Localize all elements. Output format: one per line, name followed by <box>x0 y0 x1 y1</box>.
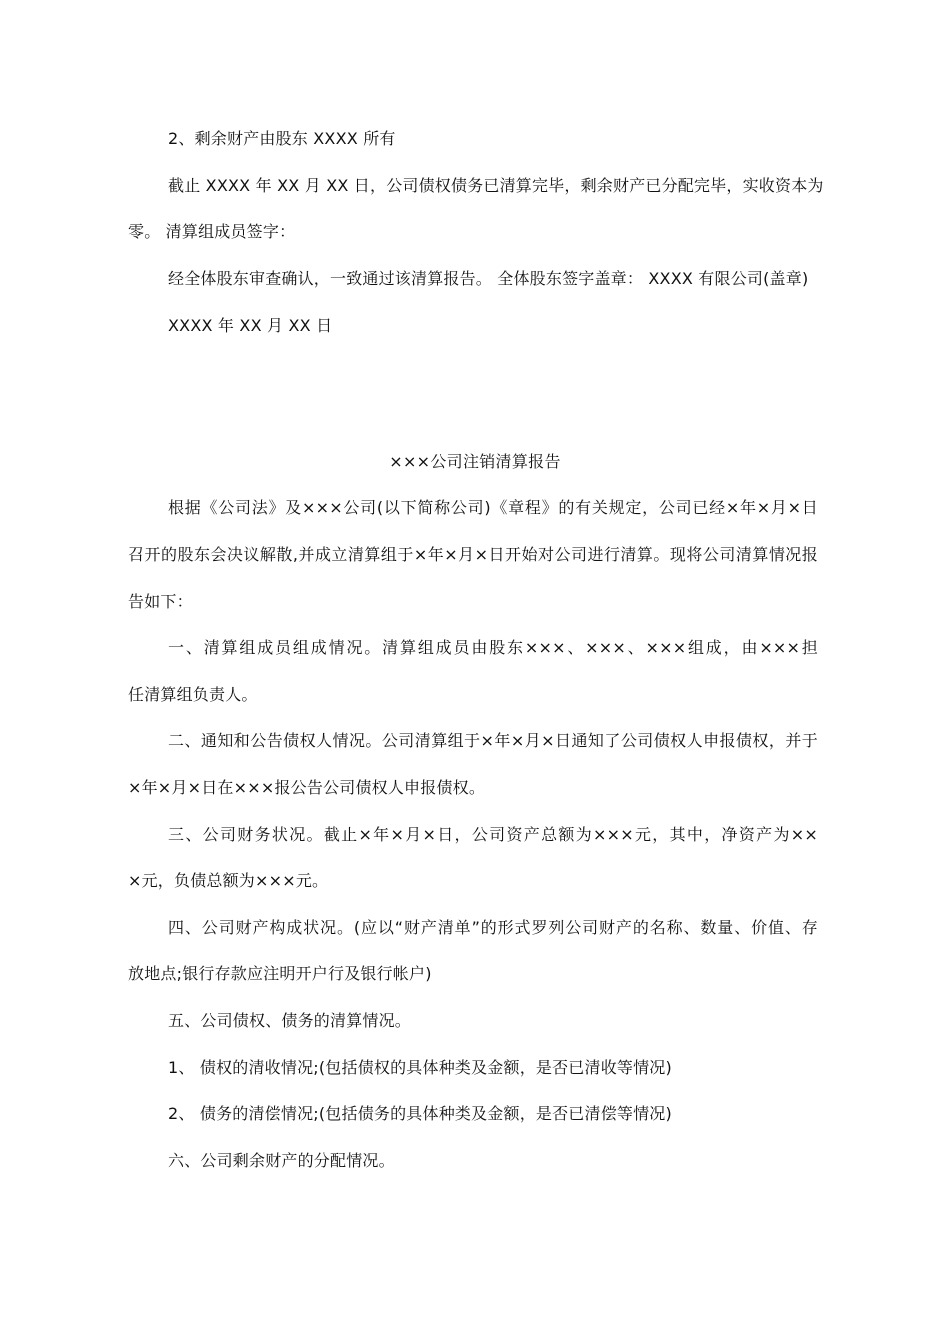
paragraph-shareholder-approval: 经全体股东审查确认，一致通过该清算报告。 全体股东签字盖章： XXXX 有限公司(盖章) <box>168 269 809 288</box>
paragraph-intro-cont: 召开的股东会决议解散,并成立清算组于×年×月×日开始对公司进行清算。现将公司清算情况报 <box>128 545 818 564</box>
section-debt-settlement: 五、公司债权、债务的清算情况。 <box>168 1011 412 1030</box>
section-asset-composition: 四、公司财产构成状况。(应以“财产清单”的形式罗列公司财产的名称、数量、价值、存 <box>168 918 818 937</box>
section-liquidation-team-cont: 任清算组负责人。 <box>128 685 258 704</box>
section-financial-status-cont: ×元，负债总额为×××元。 <box>128 871 329 890</box>
signature-date: XXXX 年 XX 月 XX 日 <box>168 316 333 335</box>
section-asset-distribution: 六、公司剩余财产的分配情况。 <box>168 1151 395 1170</box>
paragraph-intro: 根据《公司法》及×××公司(以下简称公司)《章程》的有关规定，公司已经×年×月×日 <box>168 498 818 517</box>
item-debt-repayment: 2、 债务的清偿情况;(包括债务的具体种类及金额，是否已清偿等情况) <box>168 1104 672 1123</box>
section-creditor-notice-cont: ×年×月×日在×××报公告公司债权人申报债权。 <box>128 778 486 797</box>
item-claims-collection: 1、 债权的清收情况;(包括债权的具体种类及金额，是否已清收等情况) <box>168 1058 672 1077</box>
section-asset-composition-cont: 放地点;银行存款应注明开户行及银行帐户) <box>128 964 432 983</box>
paragraph-closing-statement: 截止 XXXX 年 XX 月 XX 日，公司债权债务已清算完毕，剩余财产已分配完毕，实收资本为 <box>168 176 824 195</box>
paragraph-remaining-assets: 2、剩余财产由股东 XXXX 所有 <box>168 129 396 148</box>
paragraph-intro-end: 告如下： <box>128 592 193 611</box>
section-liquidation-team: 一、清算组成员组成情况。清算组成员由股东×××、×××、×××组成，由×××担 <box>168 638 818 657</box>
section-financial-status: 三、公司财务状况。截止×年×月×日，公司资产总额为×××元，其中，净资产为×× <box>168 825 818 844</box>
section-creditor-notice: 二、通知和公告债权人情况。公司清算组于×年×月×日通知了公司债权人申报债权，并于 <box>168 731 818 750</box>
report-title: ×××公司注销清算报告 <box>389 452 561 471</box>
paragraph-closing-statement-cont: 零。 清算组成员签字： <box>128 222 296 241</box>
